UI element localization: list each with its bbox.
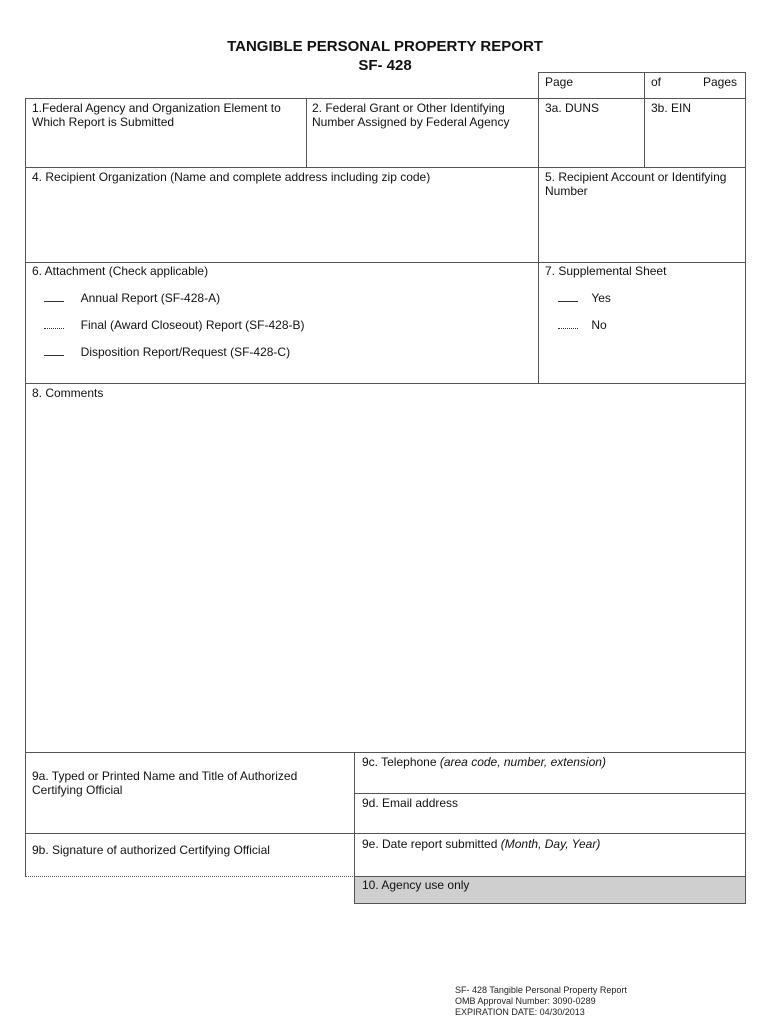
- field-9a-name-title[interactable]: 9a. Typed or Printed Name and Title of Authorized Certifying Official: [32, 769, 298, 797]
- form-title: TANGIBLE PERSONAL PROPERTY REPORT: [227, 38, 543, 55]
- row1-divider-3: [644, 98, 645, 167]
- field-9e-date-submitted[interactable]: [362, 837, 600, 851]
- supplemental-no-checkbox[interactable]: [558, 320, 578, 329]
- annual-report-checkbox[interactable]: [44, 293, 64, 302]
- field-3a-duns[interactable]: 3a. DUNS: [545, 101, 600, 115]
- page-row-right-border: [745, 72, 746, 98]
- field-2-grant-number[interactable]: 2. Federal Grant or Other Identifying Number Assigned by Federal Agency: [312, 101, 510, 129]
- attachment-disposition-report[interactable]: [44, 345, 290, 359]
- page-row-top-border: [538, 72, 746, 73]
- field-6-attachment: 6. Attachment (Check applicable): [32, 264, 209, 278]
- row1-divider-1: [306, 98, 307, 167]
- annual-report-label: Annual Report (SF-428-A): [80, 291, 221, 305]
- telephone-hint: (area code, number, extension): [439, 755, 606, 769]
- field-8-comments: 8. Comments: [32, 386, 104, 400]
- field-4-recipient-organization[interactable]: 4. Recipient Organization (Name and complete address including zip code): [32, 170, 431, 184]
- form-number: SF- 428: [358, 57, 412, 74]
- pages-label: Pages: [703, 75, 738, 89]
- comments-box[interactable]: [25, 383, 746, 753]
- supplemental-yes[interactable]: [558, 291, 611, 305]
- page-label: Page: [545, 75, 574, 89]
- supplemental-no[interactable]: [558, 318, 607, 332]
- field-1-federal-agency[interactable]: 1.Federal Agency and Organization Element to Which Report is Submitted: [32, 101, 281, 129]
- supplemental-no-label: No: [591, 318, 607, 332]
- disposition-report-checkbox[interactable]: [44, 347, 64, 356]
- field-9c-telephone[interactable]: [362, 755, 606, 769]
- of-label: of: [651, 75, 662, 89]
- date-submitted-label: 9e. Date report submitted: [362, 837, 501, 851]
- page-row-left-border: [538, 72, 539, 98]
- row2-bottom-border: [25, 262, 746, 263]
- attachment-annual-report[interactable]: [44, 291, 220, 305]
- page-row-divider: [644, 72, 645, 98]
- disposition-report-label: Disposition Report/Request (SF-428-C): [80, 345, 291, 359]
- footer-expiration-date: EXPIRATION DATE: 04/30/2013: [455, 1007, 585, 1017]
- final-report-label: Final (Award Closeout) Report (SF-428-B): [80, 318, 305, 332]
- right-column-divider: [538, 98, 539, 384]
- row1-bottom-border: [25, 167, 746, 168]
- row-9d-bottom-border: [25, 833, 745, 834]
- field-9b-signature[interactable]: 9b. Signature of authorized Certifying Official: [32, 843, 270, 857]
- date-submitted-hint: (Month, Day, Year): [500, 837, 601, 851]
- attachment-final-report[interactable]: [44, 318, 305, 332]
- field-5-recipient-account[interactable]: 5. Recipient Account or Identifying Number: [545, 170, 727, 198]
- row-9c-bottom-border: [354, 793, 745, 794]
- section9-left-border: [25, 752, 26, 876]
- supplemental-yes-checkbox[interactable]: [558, 293, 578, 302]
- footer-form-name: SF- 428 Tangible Personal Property Report: [455, 985, 627, 995]
- field-7-supplemental-sheet: 7. Supplemental Sheet: [545, 264, 667, 278]
- final-report-checkbox[interactable]: [44, 320, 64, 329]
- form-grid-upper: [25, 98, 746, 384]
- footer-omb-number: OMB Approval Number: 3090-0289: [455, 996, 596, 1006]
- supplemental-yes-label: Yes: [591, 291, 611, 305]
- telephone-label: 9c. Telephone: [362, 755, 440, 769]
- field-9d-email[interactable]: 9d. Email address: [362, 796, 459, 810]
- field-3b-ein[interactable]: 3b. EIN: [651, 101, 692, 115]
- field-10-agency-use-only: 10. Agency use only: [362, 878, 470, 892]
